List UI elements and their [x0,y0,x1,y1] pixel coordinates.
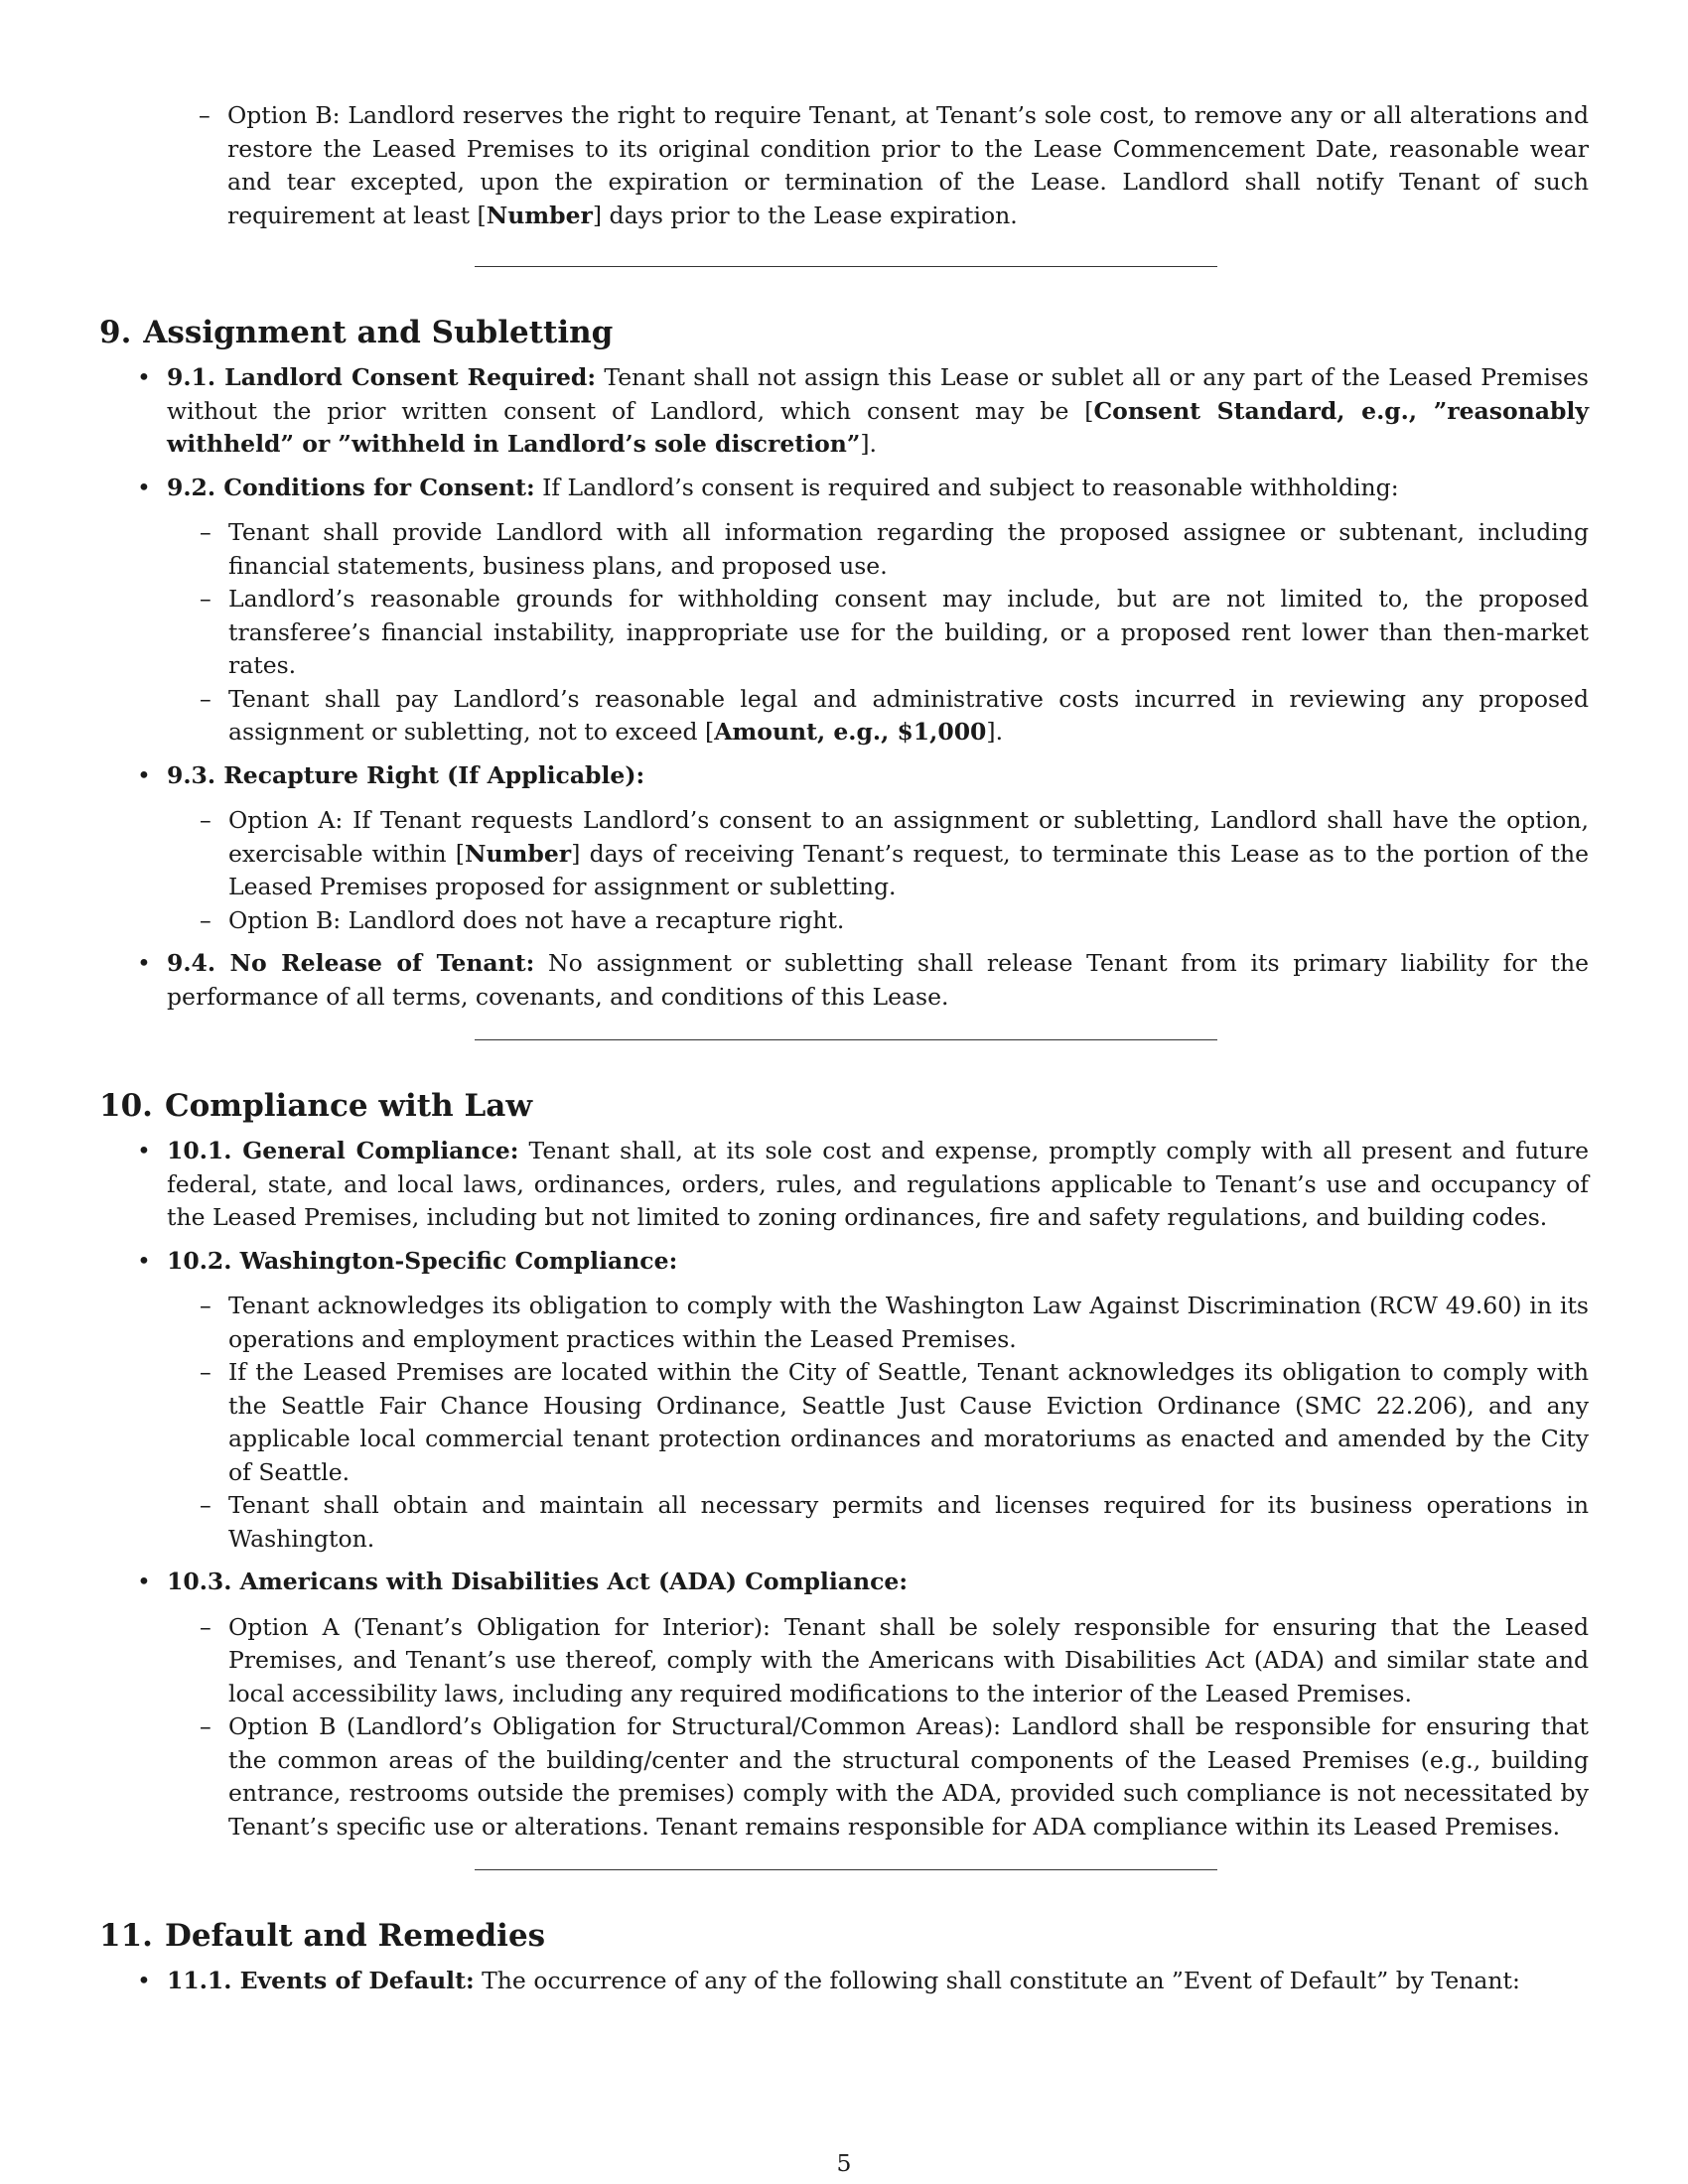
section-heading-9: 9. Assignment and Subletting [99,315,614,350]
list-item-10-2: • 10.2. Washington-Specific Compliance: – Tenant acknowledges its obligation to comply with the Washington Law Against Discrimination (RCW 49.60) in its operations and employment practices within the Leased Premises. – If the Leased Premises are located within the City of Seattle, Tenant acknowledges its obligation to comply with the Seattle Fair Chance Housing Ordinance, Seattle Just Cause Eviction Ordinance (SMC 22.206), and any applicable local commercial tenant protection ordinances and moratoriums as enacted and amended by the City of Seattle. – Tenant shall obtain and maintain all necessary permits and licenses required for its business operations in Washington. [137,1245,1589,1557]
sub-item: – Landlord’s reasonable grounds for withholding consent may include, but are not limited to, the proposed transferee’s financial instability, inappropriate use for the building, or a proposed rent lower than then-market rates. [200,583,1589,683]
sub-item: – If the Leased Premises are located within the City of Seattle, Tenant acknowledges its obligation to comply with the Seattle Fair Chance Housing Ordinance, Seattle Just Cause Eviction Ordinance (SMC 22.206), and any applicable local commercial tenant protection ordinances and moratoriums as enacted and amended by the City of Seattle. [200,1356,1589,1489]
sub-item: – Option A (Tenant’s Obligation for Interior): Tenant shall be solely responsible for ensuring that the Leased Premises, and Tenant’s use thereof, comply with the Americans with Disabilities Act (ADA) and similar state and local accessibility laws, including any required modifications to the interior of the Leased Premises. [200,1611,1589,1711]
list-item-9-4: • 9.4. No Release of Tenant: No assignment or subletting shall release Tenant from its primary liability for the performance of all terms, covenants, and conditions of this Lease. [137,949,1589,1011]
section-heading-10: 10. Compliance with Law [99,1088,533,1124]
list-item-9-2: • 9.2. Conditions for Consent: If Landlord’s consent is required and subject to reasonable withholding: – Tenant shall provide Landlord with all information regarding the proposed assignee or subtenant, including financial statements, business plans, and proposed use. – Landlord’s reasonable grounds for withholding consent may include, but are not limited to, the proposed transferee’s financial instability, inappropriate use for the building, or a proposed rent lower than then-market rates. – Tenant shall pay Landlord’s reasonable legal and administrative costs incurred in reviewing any proposed assignment or subletting, not to exceed [Amount, e.g., $1,000]. [137,472,1589,750]
section-divider [475,1869,1217,1870]
option-b-item: – Option B: Landlord reserves the right to require Tenant, at Tenant’s sole cost, to remove any or all alterations and restore the Leased Premises to its original condition prior to the Lease Commencement Date, reasonable wear and tear excepted, upon the expiration or termination of the Lease. Landlord shall notify Tenant of such requirement at least [Number] days prior to the Lease expiration. [199,99,1589,232]
sub-list-9-2 [200,516,1589,750]
section-11-list [137,1965,1589,1998]
section-divider [475,1039,1217,1040]
page-number: 5 [836,2149,852,2177]
sub-item: – Option A: If Tenant requests Landlord’s consent to an assignment or subletting, Landlord shall have the option, exercisable within [Number] days of receiving Tenant’s request, to terminate this Lease as to the portion of the Leased Premises proposed for assignment or subletting. [200,804,1589,904]
sub-item: – Tenant shall provide Landlord with all information regarding the proposed assignee or subtenant, including financial statements, business plans, and proposed use. [200,516,1589,583]
list-item-9-1: • 9.1. Landlord Consent Required: Tenant shall not assign this Lease or sublet all or any part of the Leased Premises without the prior written consent of Landlord, which consent may be [Consent Standard, e.g., ”reasonably withheld” or ”withheld in Landlord’s sole discretion”]. [137,363,1590,458]
option-b-list [199,99,1589,232]
section-10-list [137,1135,1589,1843]
section-heading-11: 11. Default and Remedies [99,1918,546,1954]
sub-list-10-3 [200,1611,1589,1844]
list-item-9-3: • 9.3. Recapture Right (If Applicable): – Option A: If Tenant requests Landlord’s consent to an assignment or subletting, Landlord shall have the option, exercisable within [Number] days of receiving Tenant’s request, to terminate this Lease as to the portion of the Leased Premises proposed for assignment or subletting. – Option B: Landlord does not have a recapture right. [137,759,1589,938]
document-page [99,99,1589,2008]
sub-list-9-3 [200,804,1589,937]
sub-item: – Tenant shall obtain and maintain all necessary permits and licenses required for its business operations in Washington. [200,1489,1589,1556]
sub-list-10-2 [200,1290,1589,1556]
list-item-10-1: • 10.1. General Compliance: Tenant shall, at its sole cost and expense, promptly comply with all present and future federal, state, and local laws, ordinances, orders, rules, and regulations applicable to Tenant’s use and occupancy of the Leased Premises, including but not limited to zoning ordinances, fire and safety regulations, and building codes. [137,1137,1589,1231]
section-divider [475,266,1217,267]
list-item-11-1: • 11.1. Events of Default: The occurrence of any of the following shall constitute an ”Event of Default” by Tenant: [137,1967,1520,1994]
section-9-list [137,361,1589,1014]
sub-item: – Tenant acknowledges its obligation to comply with the Washington Law Against Discrimination (RCW 49.60) in its operations and employment practices within the Leased Premises. [200,1290,1589,1356]
sub-item: – Tenant shall pay Landlord’s reasonable legal and administrative costs incurred in reviewing any proposed assignment or subletting, not to exceed [Amount, e.g., $1,000]. [200,683,1589,750]
list-item-10-3: • 10.3. Americans with Disabilities Act (ADA) Compliance: – Option A (Tenant’s Obligation for Interior): Tenant shall be solely responsible for ensuring that the Leased Premises, and Tenant’s use thereof, comply with the Americans with Disabilities Act (ADA) and similar state and local accessibility laws, including any required modifications to the interior of the Leased Premises. – Option B (Landlord’s Obligation for Structural/Common Areas): Landlord shall be responsible for ensuring that the common areas of the building/center and the structural components of the Leased Premises (e.g., building entrance, restrooms outside the premises) comply with the ADA, provided such compliance is not necessitated by Tenant’s specific use or alterations. Tenant remains responsible for ADA compliance within its Leased Premises. [137,1566,1589,1843]
sub-item: – Option B: Landlord does not have a recapture right. [200,904,1589,938]
sub-item: – Option B (Landlord’s Obligation for Structural/Common Areas): Landlord shall be responsible for ensuring that the common areas of the building/center and the structural components of the Leased Premises (e.g., building entrance, restrooms outside the premises) comply with the ADA, provided such compliance is not necessitated by Tenant’s specific use or alterations. Tenant remains responsible for ADA compliance within its Leased Premises. [200,1710,1589,1843]
